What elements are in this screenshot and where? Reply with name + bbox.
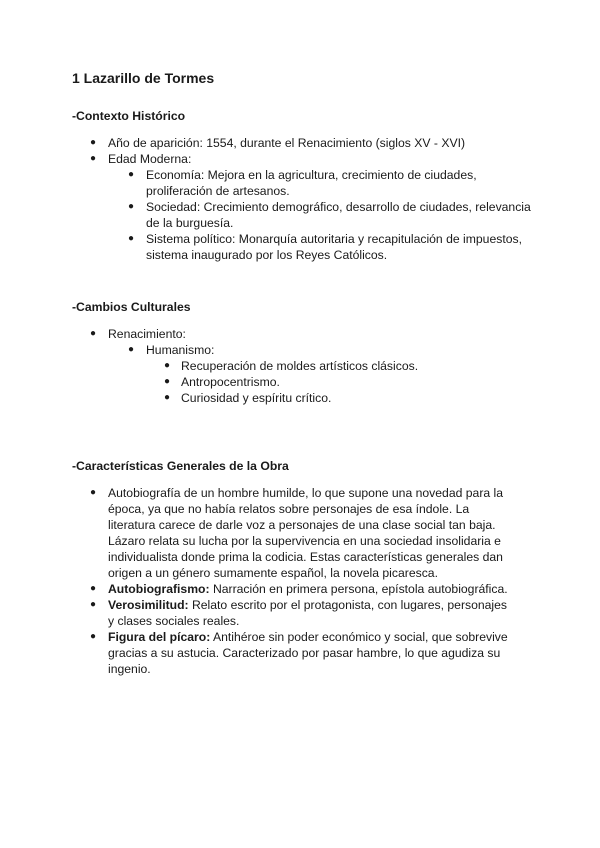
list-item-text: Renacimiento: bbox=[108, 327, 186, 341]
bullet-icon: ● bbox=[163, 360, 171, 371]
bullet-icon: ● bbox=[127, 169, 135, 180]
term-description: Antihéroe sin poder económico y social, que sobrevive gracias a su astucia. Caracterizado por pasar hambre, lo que agudiza su ingenio. bbox=[108, 630, 508, 676]
bullet-icon: ● bbox=[89, 328, 97, 339]
term-description: Narración en primera persona, epístola autobiográfica. bbox=[209, 582, 508, 596]
list-contexto bbox=[0, 135, 600, 263]
bullet-icon: ● bbox=[163, 376, 171, 387]
list-item-text: Economía: Mejora en la agricultura, crecimiento de ciudades, proliferación de artesanos. bbox=[146, 168, 477, 198]
list-item bbox=[0, 135, 508, 151]
list-caracteristicas bbox=[0, 485, 600, 677]
bullet-icon: ● bbox=[89, 583, 97, 594]
list-item bbox=[0, 581, 508, 597]
list-item bbox=[0, 597, 508, 629]
section-heading-contexto: -Contexto Histórico bbox=[72, 109, 186, 123]
list-item bbox=[0, 342, 534, 358]
section-heading-caracteristicas: -Características Generales de la Obra bbox=[72, 459, 289, 473]
list-item-text: Sociedad: Crecimiento demográfico, desarrollo de ciudades, relevancia de la burguesía. bbox=[146, 200, 531, 230]
list-item bbox=[0, 231, 534, 263]
bullet-icon: ● bbox=[127, 344, 135, 355]
list-item-text: Humanismo: bbox=[146, 343, 215, 357]
list-item bbox=[0, 374, 521, 390]
bullet-icon: ● bbox=[127, 201, 135, 212]
term-label: Autobiografismo: bbox=[108, 582, 210, 596]
list-item-text: Sistema político: Monarquía autoritaria y recapitulación de impuestos, sistema inaugurado por los Reyes Católicos. bbox=[146, 232, 522, 262]
list-item bbox=[0, 199, 534, 231]
list-item-text: Edad Moderna: bbox=[108, 152, 192, 166]
list-item bbox=[0, 629, 508, 677]
list-item-text: Año de aparición: 1554, durante el Renacimiento (siglos XV - XVI) bbox=[108, 136, 466, 150]
list-item-text: Autobiografía de un hombre humilde, lo que supone una novedad para la época, ya que no había relatos sobre personajes de esa índole. La literatura carece de darle voz a personajes de una clase social tan baja. Lázaro relata su lucha por la supervivencia en una sociedad insolidaria e individualista donde prima la codicia. Estas características generales dan origen a un género sumamente español, la novela picaresca. bbox=[108, 486, 504, 580]
list-item bbox=[0, 390, 521, 406]
list-item bbox=[0, 167, 534, 199]
term-description: Relato escrito por el protagonista, con lugares, personajes y clases sociales reales. bbox=[108, 598, 508, 628]
list-item bbox=[0, 358, 521, 374]
bullet-icon: ● bbox=[89, 153, 97, 164]
list-item-text: Recuperación de moldes artísticos clásicos. bbox=[181, 359, 419, 373]
term-label: Verosimilitud: bbox=[108, 598, 189, 612]
section-heading-cambios: -Cambios Culturales bbox=[72, 300, 191, 314]
bullet-icon: ● bbox=[127, 233, 135, 244]
bullet-icon: ● bbox=[163, 392, 171, 403]
bullet-icon: ● bbox=[89, 599, 97, 610]
term-label: Figura del pícaro: bbox=[108, 630, 211, 644]
list-item-text: Antropocentrismo. bbox=[181, 375, 280, 389]
list-cambios bbox=[0, 326, 600, 406]
bullet-icon: ● bbox=[89, 631, 97, 642]
bullet-icon: ● bbox=[89, 487, 97, 498]
list-item-text: Curiosidad y espíritu crítico. bbox=[181, 391, 332, 405]
bullet-icon: ● bbox=[89, 137, 97, 148]
list-item bbox=[0, 485, 508, 581]
list-item bbox=[0, 326, 508, 342]
document-title: 1 Lazarillo de Tormes bbox=[72, 70, 215, 86]
list-item bbox=[0, 151, 508, 167]
